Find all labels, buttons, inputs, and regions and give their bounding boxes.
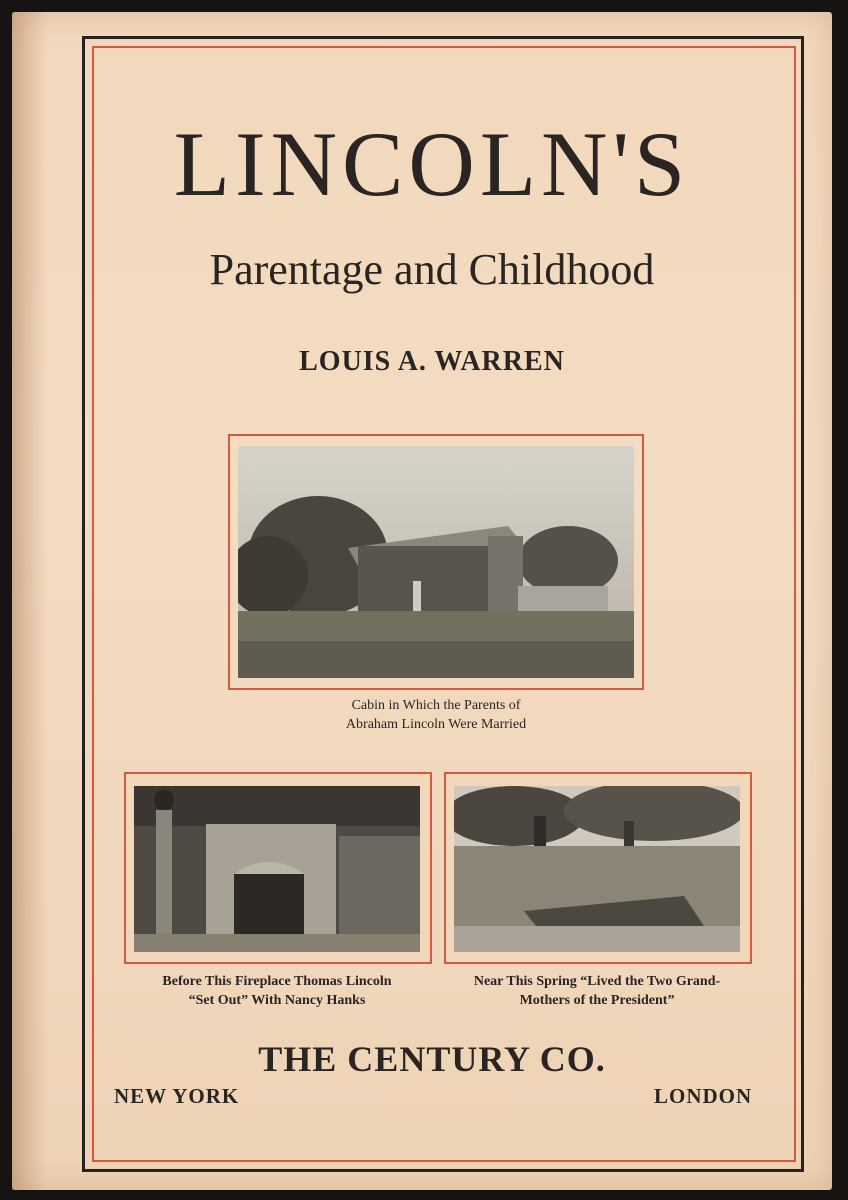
book-title: LINCOLN'S (173, 113, 691, 215)
author-name: LOUIS A. WARREN (299, 346, 565, 377)
caption-line: Before This Fireplace Thomas Lincoln (162, 974, 392, 989)
main-photo-caption (238, 696, 634, 734)
city-london: LONDON (654, 1084, 753, 1108)
spring-photo (454, 786, 740, 952)
left-photo-caption (134, 972, 420, 1010)
fireplace-photo (134, 786, 420, 952)
city-new-york: NEW YORK (114, 1084, 240, 1108)
spine-shadow (12, 12, 48, 1190)
caption-line: Mothers of the President” (519, 993, 675, 1008)
caption-line: Cabin in Which the Parents of (351, 698, 521, 713)
right-photo-caption (454, 972, 740, 1010)
caption-line: “Set Out” With Nancy Hanks (188, 993, 366, 1008)
caption-line: Abraham Lincoln Were Married (345, 717, 527, 732)
book-subtitle: Parentage and Childhood (209, 245, 655, 294)
cabin-photo (238, 446, 634, 678)
caption-line: Near This Spring “Lived the Two Grand- (473, 974, 721, 989)
publisher-name: THE CENTURY CO. (258, 1039, 606, 1079)
